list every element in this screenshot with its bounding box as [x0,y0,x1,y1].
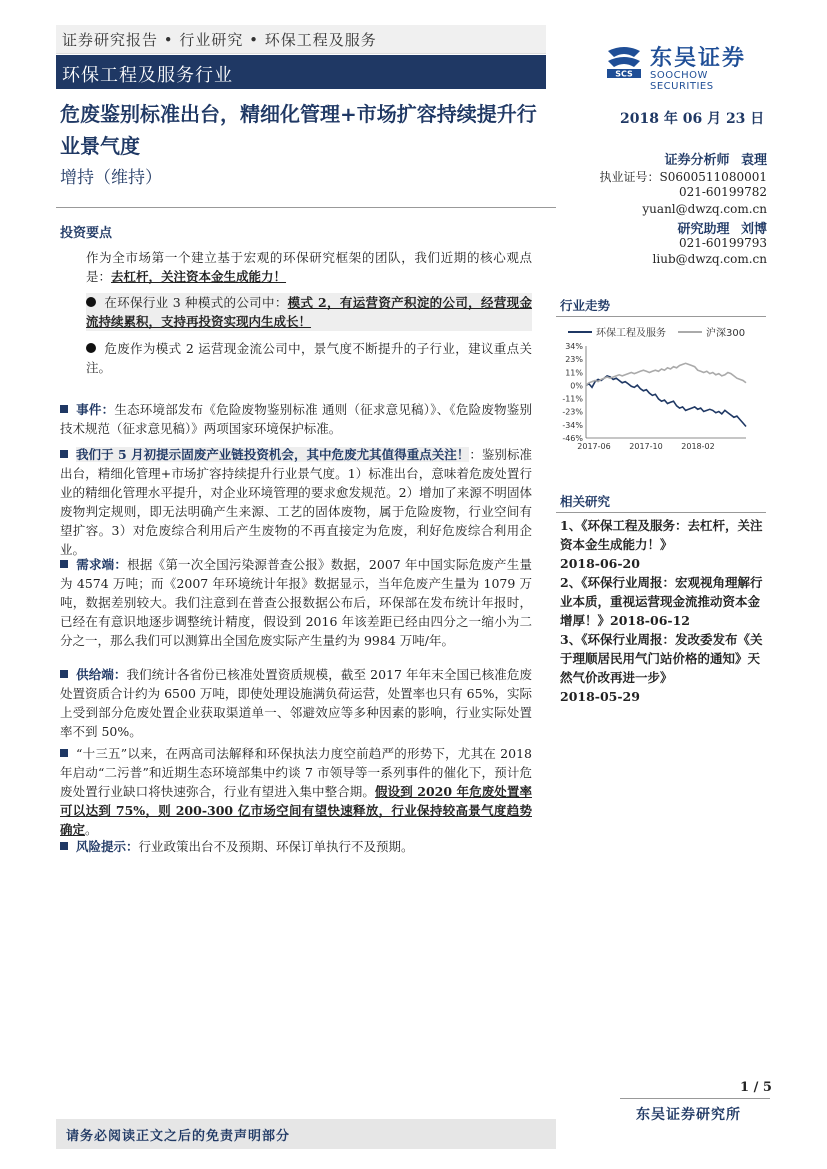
square-bullet-icon [60,560,68,568]
y-tick-label: -23% [562,407,583,417]
related-research-list [560,516,770,706]
assistant-label: 研究助理 [677,222,730,237]
logo-mark-text: SCS [615,69,633,79]
disclaimer-text[interactable]: 请务必阅读正文之后的免责声明部分 [66,1129,291,1144]
square-bullet-icon [60,405,68,413]
breadcrumb-bar [56,25,546,54]
company-logo [604,41,774,92]
header-divider [56,207,556,208]
logo-en: SOOCHOW SECURITIES [650,70,714,92]
report-title: 危废鉴别标准出台，精细化管理+市场扩容持续提升行业景气度 [60,102,537,158]
analyst-name: 袁理 [740,153,767,168]
assistant-title-line [678,218,767,237]
x-tick-label: 2018-02 [681,442,715,451]
assistant-phone: 021-60199793 [678,236,767,250]
bullet-supply: 供给端：我们统计各省份已核准处置资质规模，截至 2017 年年末全国已核准危废处置资质合计约为 6500 万吨，即使处理设施满负荷运营，处置率也只有 65%，实际上受到部分危废处置企业获取渠道单一、邻避效应等多种因素的影响，行业实际处置率不到 50%。 [60,667,532,739]
assistant-name: 刘博 [740,222,767,237]
square-bullet-icon [60,670,68,678]
bullet-event: 事件：生态环境部发布《危险废物鉴别标准 通则（征求意见稿）》、《危险废物鉴别技术规范（征求意见稿）》两项国家环境保护标准。 [60,402,532,436]
bullet-demand: 需求端：根据《第一次全国污染源普查公报》数据，2007 年中国实际危废产生量为 4574 万吨；而《2007 年环境统计年报》数据显示，当年危废产生量为 1079 万吨，数据差别较大。我们注意到在普查公报数据公布后，环保部在发布统计年报时，已经在有意识地逐步调整统计精度，假设到 2016 年该差距已经由四分之一缩小为二分之一，那么我们可以测算出全国危废实际产生量约为 9984 万吨/年。 [60,557,532,648]
institute-name: 东吴证券研究所 [636,1107,741,1123]
industry-name: 环保工程及服务行业 [62,65,233,86]
y-tick-label: -46% [562,434,583,443]
analyst-cert: 执业证号：S0600511080001 [599,170,767,184]
logo-mark-icon [604,43,644,79]
y-tick-label: 23% [565,355,583,365]
dot-icon [86,343,96,353]
square-bullet-icon [60,842,68,850]
square-bullet-icon [60,450,68,458]
analyst-title-line [665,149,767,168]
research-title: 相关研究 [560,494,611,509]
footer-divider [620,1098,770,1099]
industry-bar [56,55,546,89]
square-bullet-icon [60,749,68,757]
legend-label: 环保工程及服务 [596,328,666,339]
dot-icon [86,297,96,307]
analyst-label: 证券分析师 [664,153,730,168]
bullet-risk: 风险提示：行业政策出台不及预期、环保订单执行不及预期。 [60,837,532,856]
disclaimer-bar [56,1119,556,1149]
trend-divider [556,316,766,317]
x-tick-label: 2017-06 [577,442,611,451]
x-tick-label: 2017-10 [629,442,663,451]
series-line [586,363,746,385]
analyst-email[interactable]: yuanl@dwzq.com.cn [642,202,767,216]
y-tick-label: -11% [562,394,583,404]
dot-point-2: 危废作为模式 2 运营现金流公司中，景气度不断提升的子行业，建议重点关注。 [86,341,532,375]
points-title: 投资要点 [60,226,113,241]
assistant-email[interactable]: liub@dwzq.com.cn [652,252,767,266]
rating: 增持（维持） [60,168,162,188]
research-item[interactable]: 1、《环保工程及服务：去杠杆，关注资本金生成能力！》 2018-06-20 [560,518,763,571]
research-item[interactable]: 3、《环保行业周报：发改委发布《关于理顺居民用气门站价格的通知》天然气价改再进一步》 2018-05-29 [560,632,763,704]
y-tick-label: -34% [562,420,583,430]
dot-point-1: 在环保行业 3 种模式的公司中：模式 2，有运营资产积淀的公司，经营现金流持续累积，支持再投资实现内生成长！ [86,295,532,329]
y-tick-label: 11% [565,368,583,378]
report-date: 2018 年 06 月 23 日 [620,111,765,127]
points-intro: 作为全市场第一个建立基于宏观的环保研究框架的团队，我们近期的核心观点是：去杠杆，关注资本金生成能力！ [86,250,532,284]
legend-label: 沪深300 [706,328,746,339]
y-tick-label: 0% [570,381,583,391]
logo-cn: 东吴证券 [650,46,747,71]
bullet-outlook: “十三五”以来，在两高司法解释和环保执法力度空前趋严的形势下，尤其在 2018 年启动“二污普”和近期生态环境部集中约谈 7 市领导等一系列事件的催化下，预计危废处置行业缺口将快速弥合，行业有望进入集中整合期。假设到 2020 年危废处置率可以达到 75%，则 200-300 亿市场空间有望快速释放，行业保持较高景气度趋势确定。 [60,746,532,837]
research-divider [556,512,766,513]
research-item[interactable]: 2、《环保行业周报：宏观视角理解行业本质，重视运营现金流推动资本金增厚！》2018-06-12 [560,575,763,628]
industry-trend-chart [556,322,766,457]
trend-title: 行业走势 [560,298,611,313]
series-line [586,376,746,427]
y-tick-label: 34% [565,342,583,351]
intro-highlight: 去杠杆，关注资本金生成能力！ [111,269,287,284]
bullet-opportunity: 我们于 5 月初提示固废产业链投资机会，其中危废尤其值得重点关注！：鉴别标准出台，精细化管理+市场扩容持续提升行业景气度。1）标准出台，意味着危废处置行业的精细化管理水平提升，对企业环境管理的要求愈发规范。2）增加了来源不明固体废物判定规则，即无法明确产生来源、工艺的固体废物，属于危险废物，行业空间有望扩容。3）对危废综合利用后产生废物的不再直接定为危废，利好危废综合利用企业。 [60,447,532,557]
analyst-phone: 021-60199782 [678,185,767,199]
breadcrumb: 证券研究报告 • 行业研究 • 环保工程及服务 [62,31,377,49]
page-number: 1 / 5 [740,1080,772,1095]
